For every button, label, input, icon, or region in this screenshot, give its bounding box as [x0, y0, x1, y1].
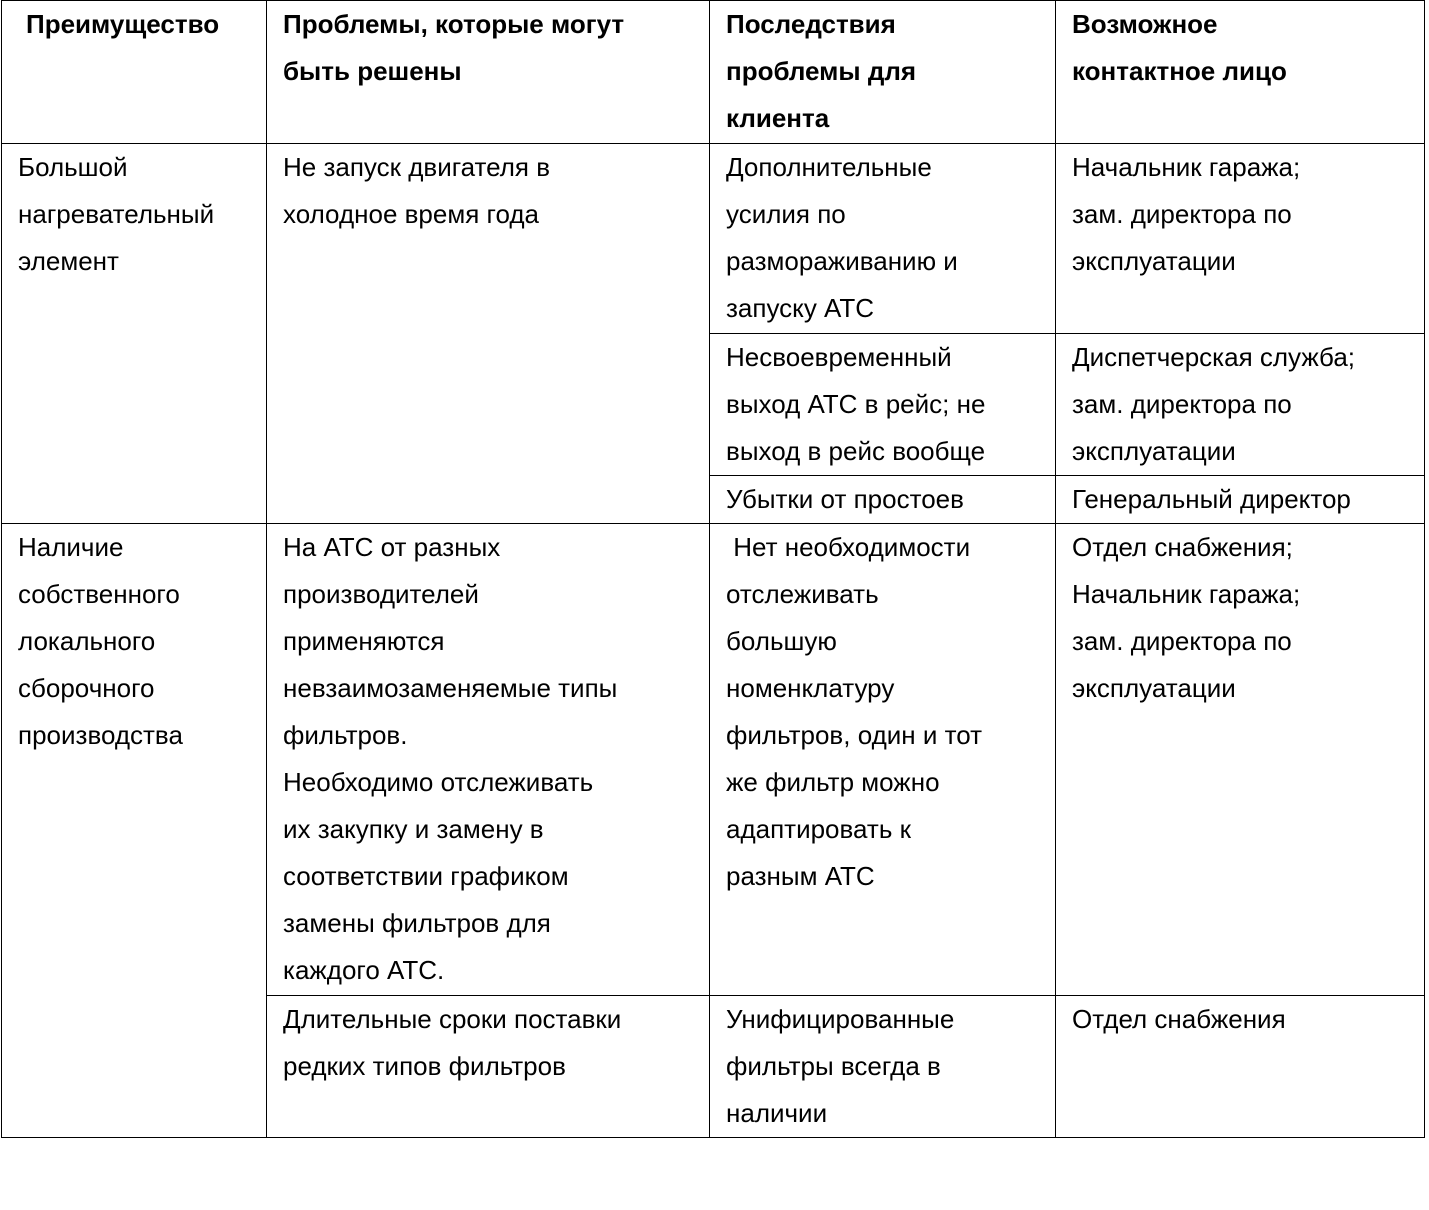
cell-line: Убытки от простоев — [726, 484, 964, 514]
header-advantage — [2, 1, 267, 144]
cell-line: разным АТС — [726, 861, 875, 891]
cell-line: Не запуск двигателя в — [283, 152, 551, 182]
consequence-cell — [710, 144, 1056, 334]
cell-line: Генеральный директор — [1072, 484, 1351, 514]
cell-line: Большой — [18, 152, 128, 182]
cell-line: локального — [18, 626, 156, 656]
cell-line: производителей — [283, 579, 479, 609]
cell-line: большую — [726, 626, 837, 656]
cell-line: Дополнительные — [726, 152, 932, 182]
cell-line: Отдел снабжения — [1072, 1004, 1286, 1034]
cell-line: наличии — [726, 1098, 828, 1128]
cell-line: фильтров. — [283, 720, 408, 750]
cell-line: Начальник гаража; — [1072, 152, 1301, 182]
cell-line: собственного — [18, 579, 180, 609]
cell-line: фильтров, один и тот — [726, 720, 983, 750]
contact-cell — [1056, 334, 1425, 476]
header-line: контактное лицо — [1072, 56, 1287, 86]
cell-line: номенклатуру — [726, 673, 895, 703]
header-line: Возможное — [1072, 9, 1218, 39]
cell-line: нагревательный — [18, 199, 215, 229]
contact-cell — [1056, 476, 1425, 524]
consequence-cell — [710, 476, 1056, 524]
cell-line: размораживанию и — [726, 246, 958, 276]
cell-line: производства — [18, 720, 183, 750]
cell-line: усилия по — [726, 199, 846, 229]
cell-line: редких типов фильтров — [283, 1051, 566, 1081]
cell-line: замены фильтров для — [283, 908, 551, 938]
header-row — [2, 1, 1425, 144]
header-line: Преимущество — [26, 9, 220, 39]
cell-line: эксплуатации — [1072, 673, 1236, 703]
header-line: Проблемы, которые могут — [283, 9, 625, 39]
cell-line: холодное время года — [283, 199, 539, 229]
cell-line: фильтры всегда в — [726, 1051, 941, 1081]
table-row — [2, 524, 1425, 996]
advantage-cell — [2, 144, 267, 524]
cell-line: зам. директора по — [1072, 199, 1292, 229]
cell-line: Необходимо отслеживать — [283, 767, 594, 797]
cell-line: Наличие — [18, 532, 124, 562]
cell-line: адаптировать к — [726, 814, 911, 844]
cell-line: Нет необходимости — [726, 532, 971, 562]
cell-line: зам. директора по — [1072, 626, 1292, 656]
table-row — [2, 144, 1425, 334]
cell-line: Несвоевременный — [726, 342, 952, 372]
cell-line: Длительные сроки поставки — [283, 1004, 622, 1034]
consequence-cell — [710, 524, 1056, 996]
cell-line: отслеживать — [726, 579, 879, 609]
consequence-cell — [710, 996, 1056, 1138]
cell-line: же фильтр можно — [726, 767, 940, 797]
cell-line: невзаимозаменяемые типы — [283, 673, 618, 703]
cell-line: запуску АТС — [726, 293, 875, 323]
header-line: быть решены — [283, 56, 462, 86]
header-line: клиента — [726, 103, 830, 133]
cell-line: выход АТС в рейс; не — [726, 389, 986, 419]
cell-line: их закупку и замену в — [283, 814, 544, 844]
header-contact — [1056, 1, 1425, 144]
cell-line: Унифицированные — [726, 1004, 955, 1034]
contact-cell — [1056, 144, 1425, 334]
cell-line: соответствии графиком — [283, 861, 569, 891]
problem-cell — [267, 996, 710, 1138]
benefits-table — [1, 0, 1425, 1138]
cell-line: выход в рейс вообще — [726, 436, 986, 466]
cell-line: Начальник гаража; — [1072, 579, 1301, 609]
contact-cell — [1056, 996, 1425, 1138]
cell-line: зам. директора по — [1072, 389, 1292, 419]
cell-line: применяются — [283, 626, 445, 656]
cell-line: сборочного — [18, 673, 155, 703]
contact-cell — [1056, 524, 1425, 996]
cell-line: Диспетчерская служба; — [1072, 342, 1356, 372]
cell-line: элемент — [18, 246, 119, 276]
consequence-cell — [710, 334, 1056, 476]
problem-cell — [267, 524, 710, 996]
header-consequences — [710, 1, 1056, 144]
cell-line: эксплуатации — [1072, 246, 1236, 276]
cell-line: Отдел снабжения; — [1072, 532, 1293, 562]
cell-line: На АТС от разных — [283, 532, 501, 562]
header-line: Последствия — [726, 9, 896, 39]
advantage-cell — [2, 524, 267, 1138]
problem-cell — [267, 144, 710, 524]
header-problems — [267, 1, 710, 144]
cell-line: эксплуатации — [1072, 436, 1236, 466]
header-line: проблемы для — [726, 56, 917, 86]
cell-line: каждого АТС. — [283, 955, 445, 985]
